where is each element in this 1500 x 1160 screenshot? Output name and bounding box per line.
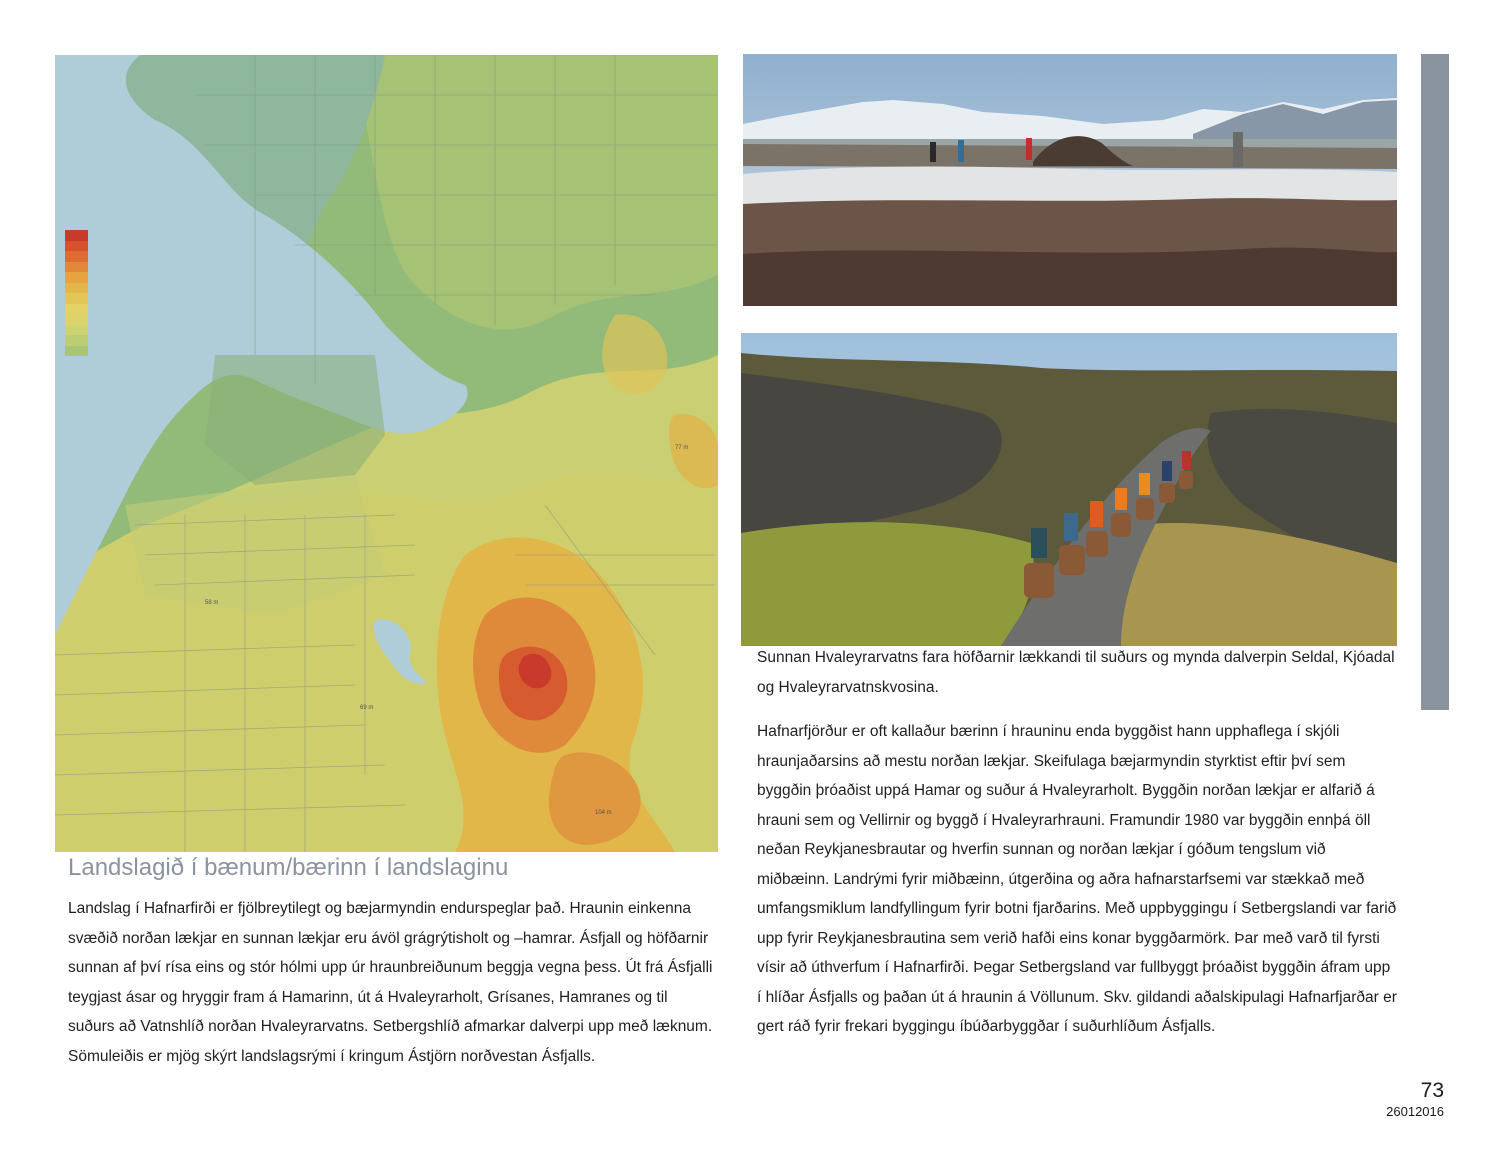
elevation-map-graphic	[55, 55, 718, 852]
summit-photo	[743, 54, 1397, 306]
photo-caption: Sunnan Hvaleyrarvatns fara höfðarnir lækkandi til suðurs og mynda dalverpin Seldal, Kjóadal og Hvaleyrarvatnskvosina.	[757, 649, 1395, 696]
horse-riders-photo	[741, 333, 1397, 646]
left-paragraph: Landslag í Hafnarfirði er fjölbreytilegt og bæjarmyndin endurspeglar það. Hraunin einkenna svæðið norðan lækjar en sunnan lækjar eru ávöl grágrýtisholt og –hamrar. Ásfjall og höfðarnir sunnan af því rísa eins og stór hólmi upp úr hraunbreiðunum beggja vegna þess. Út frá Ásfjalli teygjast ásar og hryggir fram á Hamarinn, út á Hvaleyrarholt, Grísanes, Hamranes og til suðurs að Vatnshlíð norðan Hvaleyrarvatns. Setbergshlíð afmarkar dalverpi upp með læknum. Sömuleiðis er mjög skýrt landslagsrými í kringum Ástjörn norðvestan Ásfjalls.	[68, 900, 713, 1065]
legend-swatch	[65, 251, 88, 262]
legend-swatch	[65, 335, 88, 346]
legend-swatch	[65, 241, 88, 252]
summit-photo-graphic	[743, 54, 1397, 306]
map-elevation-label: 69 m	[360, 705, 374, 711]
legend-swatch	[65, 283, 88, 294]
legend-swatch	[65, 293, 88, 304]
legend-swatch	[65, 304, 88, 315]
legend-swatch	[65, 325, 88, 336]
legend-swatch	[65, 346, 88, 357]
legend-swatch	[65, 230, 88, 241]
legend-swatch	[65, 314, 88, 325]
elevation-legend	[65, 230, 88, 356]
map-elevation-label: 77 m	[675, 445, 689, 451]
legend-swatch	[65, 272, 88, 283]
legend-swatch	[65, 262, 88, 273]
right-paragraph: Hafnarfjörður er oft kallaður bærinn í hrauninu enda byggðist hann upphaflega í skjóli hraunjaðarsins að mestu norðan lækjar. Skeifulaga bæjarmyndin styrktist eftir því sem byggðin þróaðist uppá Hamar og suður á Hvaleyrarholt. Byggðin norðan lækjar er alfarið á hrauni sem og Vellirnir og byggð í Hvaleyrarhrauni. Framundir 1980 var byggðin ennþá öll neðan Reykjanesbrautar og hverfin sunnan og norðan lækjar í góðum tengslum við miðbæinn. Landrými fyrir miðbæinn, útgerðina og aðra hafnarstarfsemi var stækkað með umfangsmiklum landfyllingum fyrir botni fjarðarins. Með uppbyggingu í Setbergslandi var farið upp fyrir Reykjanesbrautina sem verið hafði eins konar byggðarmörk. Þar með varð til fyrsti vísir að úthverfum í Hafnarfirði. Þegar Setbergsland var fullbyggt þróaðist byggðin áfram upp í hlíðar Ásfjalls og þaðan út á hraunin á Völlunum. Skv. gildandi aðalskipulagi Hafnarfjarðar er gert ráð fyrir frekari byggingu íbúðarbyggðar í suðurhlíðum Ásfjalls.	[757, 723, 1397, 1035]
document-date-code: 26012016	[1386, 1104, 1444, 1119]
map-elevation-label: 104 m	[595, 810, 612, 816]
elevation-map	[55, 55, 718, 852]
map-elevation-label: 58 m	[205, 600, 219, 606]
side-accent-bar	[1421, 54, 1449, 710]
section-heading: Landslagið í bænum/bærinn í landslaginu	[68, 854, 509, 881]
horse-riders-photo-graphic	[741, 333, 1397, 646]
page-number: 73	[1420, 1079, 1444, 1102]
